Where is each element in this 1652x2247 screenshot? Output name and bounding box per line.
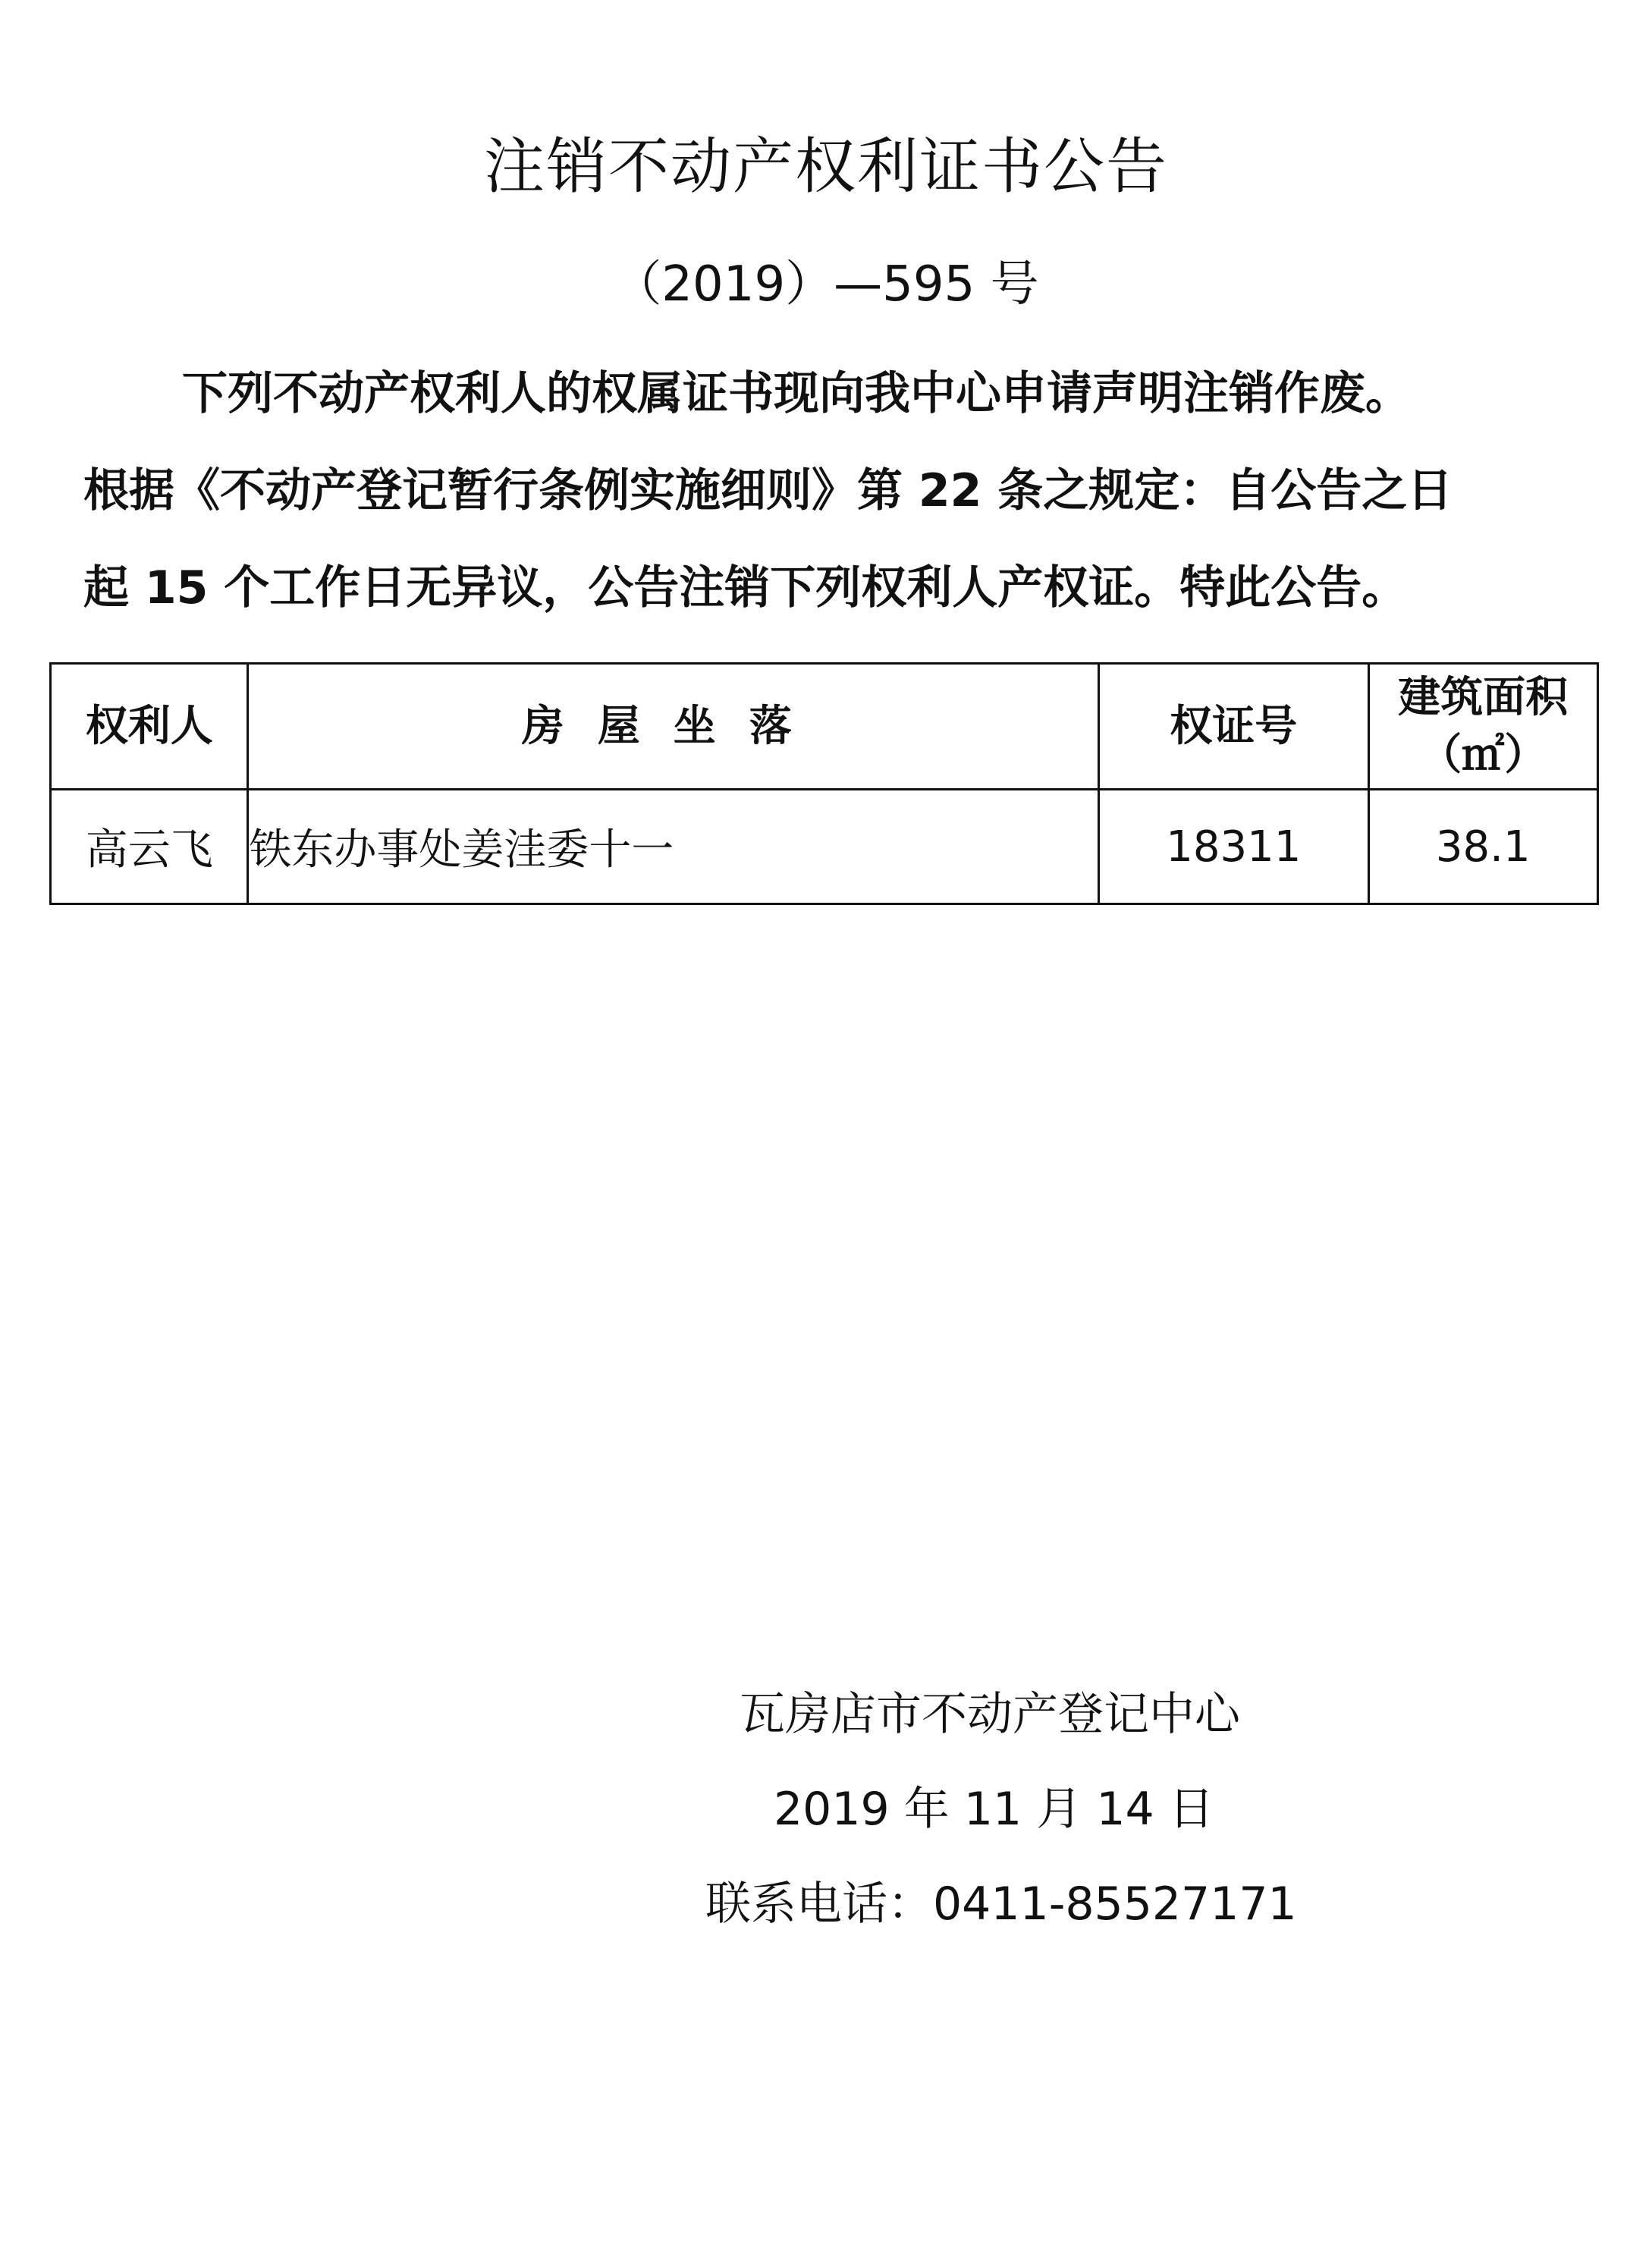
cell-area: 38.1 — [1368, 790, 1597, 904]
header-cert-number: 权证号 — [1099, 664, 1369, 790]
cell-holder: 高云飞 — [51, 790, 248, 904]
issuing-organization: 瓦房店市不动产登记中心 — [740, 1688, 1240, 1741]
notice-body-line-3: 起 15 个工作日无异议，公告注销下列权利人产权证。特此公告。 — [83, 561, 1408, 614]
contact-phone: 联系电话：0411-85527171 — [705, 1878, 1297, 1931]
header-area-unit: （㎡） — [1419, 730, 1547, 780]
header-area — [1368, 664, 1597, 790]
notice-body-line-2: 根据《不动产登记暂行条例实施细则》第 22 条之规定：自公告之日 — [83, 464, 1453, 517]
cell-location: 铁东办事处姜洼委十一 — [248, 790, 1099, 904]
cell-cert-number: 18311 — [1099, 790, 1369, 904]
notice-body-line-1-text: 下列不动产权利人的权属证书现向我中心申请声明注销作废。 — [182, 367, 1411, 420]
header-area-label: 建筑面积 — [1398, 672, 1569, 722]
page-title: 注销不动产权利证书公告 — [484, 131, 1168, 202]
document-number: （2019）—595 号 — [613, 256, 1039, 313]
notice-body — [83, 345, 1570, 636]
issue-date: 2019 年 11 月 14 日 — [774, 1783, 1214, 1836]
records-table — [49, 662, 1599, 905]
header-holder: 权利人 — [51, 664, 248, 790]
table-header-row — [51, 664, 1598, 790]
table-row — [51, 790, 1598, 904]
notice-body-line-1 — [83, 345, 1570, 442]
header-location: 房屋坐落 — [248, 664, 1099, 790]
